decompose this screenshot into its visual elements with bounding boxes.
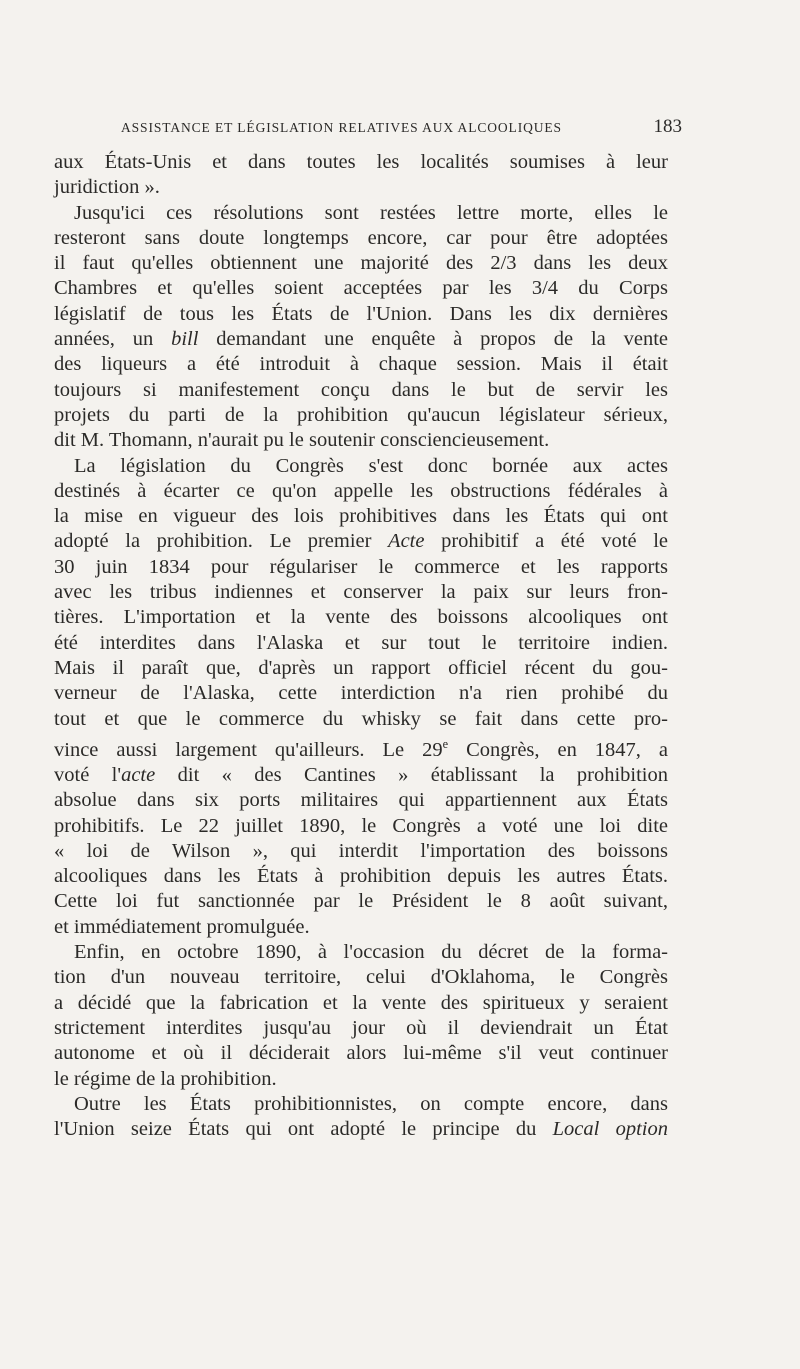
text-line: prohibitifs. Le 22 juillet 1890, le Congrès a voté une loi dite	[54, 814, 668, 837]
text-line: vince aussi largement qu'ailleurs. Le 29e Congrès, en 1847, a	[54, 736, 669, 761]
text-line: été interdites dans l'Alaska et sur tout le territoire indien.	[54, 631, 668, 654]
text-line: il faut qu'elles obtiennent une majorité des 2/3 dans les deux	[54, 252, 668, 275]
text-line: années, un bill demandant une enquête à propos de la vente	[54, 328, 668, 351]
paragraph	[54, 1092, 668, 1143]
text-line: Enfin, en octobre 1890, à l'occasion du décret de la forma-	[74, 941, 668, 964]
text-line: l'Union seize États qui ont adopté le principe du Local option	[54, 1118, 668, 1141]
paragraph	[54, 454, 668, 940]
text-line: la mise en vigueur des lois prohibitives dans les États qui ont	[54, 505, 668, 528]
text-line: verneur de l'Alaska, cette interdiction n'a rien prohibé du	[54, 682, 668, 705]
text-line: « loi de Wilson », qui interdit l'importation des boissons	[54, 839, 668, 862]
paragraph	[54, 150, 668, 201]
text-line: resteront sans doute longtemps encore, car pour être adoptées	[54, 226, 668, 249]
text-line: Cette loi fut sanctionnée par le Président le 8 août suivant,	[54, 890, 668, 913]
text-line: adopté la prohibition. Le premier Acte prohibitif a été voté le	[54, 530, 668, 553]
text-line: autonome et où il déciderait alors lui-même s'il veut continuer	[54, 1042, 668, 1065]
body-text	[54, 150, 668, 1142]
paragraph	[54, 201, 668, 454]
text-line: dit M. Thomann, n'aurait pu le soutenir consciencieusement.	[54, 429, 550, 452]
text-line: tion d'un nouveau territoire, celui d'Oklahoma, le Congrès	[54, 966, 668, 989]
text-line: juridiction ».	[54, 176, 160, 199]
text-line: toujours si manifestement conçu dans le but de servir les	[54, 378, 668, 401]
text-line: tières. L'importation et la vente des boissons alcooliques ont	[54, 606, 668, 629]
text-line: législatif de tous les États de l'Union. Dans les dix dernières	[54, 302, 668, 325]
text-line: absolue dans six ports militaires qui appartiennent aux États	[54, 789, 668, 812]
running-head: ASSISTANCE ET LÉGISLATION RELATIVES AUX ALCOOLIQUES	[121, 120, 562, 135]
text-line: aux États-Unis et dans toutes les localités soumises à leur	[54, 151, 668, 173]
text-line: Chambres et qu'elles soient acceptées par les 3/4 du Corps	[54, 277, 668, 300]
page-header	[100, 118, 682, 142]
text-line: 30 juin 1834 pour régulariser le commerce et les rapports	[54, 555, 668, 578]
text-line: Jusqu'ici ces résolutions sont restées lettre morte, elles le	[74, 201, 668, 224]
text-line: Outre les États prohibitionnistes, on compte encore, dans	[74, 1092, 668, 1115]
text-line: avec les tribus indiennes et conserver la paix sur leurs fron-	[54, 581, 668, 604]
text-line: voté l'acte dit « des Cantines » établissant la prohibition	[54, 763, 668, 786]
text-line: tout et que le commerce du whisky se fait dans cette pro-	[54, 707, 668, 730]
text-line: projets du parti de la prohibition qu'aucun législateur sérieux,	[54, 403, 668, 426]
page-number: 183	[653, 116, 682, 137]
text-line: strictement interdites jusqu'au jour où il deviendrait un État	[54, 1016, 668, 1039]
text-line: destinés à écarter ce qu'on appelle les obstructions fédérales à	[54, 479, 668, 502]
text-line: a décidé que la fabrication et la vente des spiritueux y seraient	[54, 991, 668, 1014]
text-line: le régime de la prohibition.	[54, 1067, 277, 1090]
text-line: Mais il paraît que, d'après un rapport officiel récent du gou-	[54, 656, 668, 679]
text-line: La législation du Congrès s'est donc bornée aux actes	[74, 454, 668, 477]
text-line: alcooliques dans les États à prohibition depuis les autres États.	[54, 865, 668, 888]
paragraph	[54, 940, 668, 1092]
text-line: des liqueurs a été introduit à chaque session. Mais il était	[54, 353, 668, 376]
text-line: et immédiatement promulguée.	[54, 915, 310, 938]
